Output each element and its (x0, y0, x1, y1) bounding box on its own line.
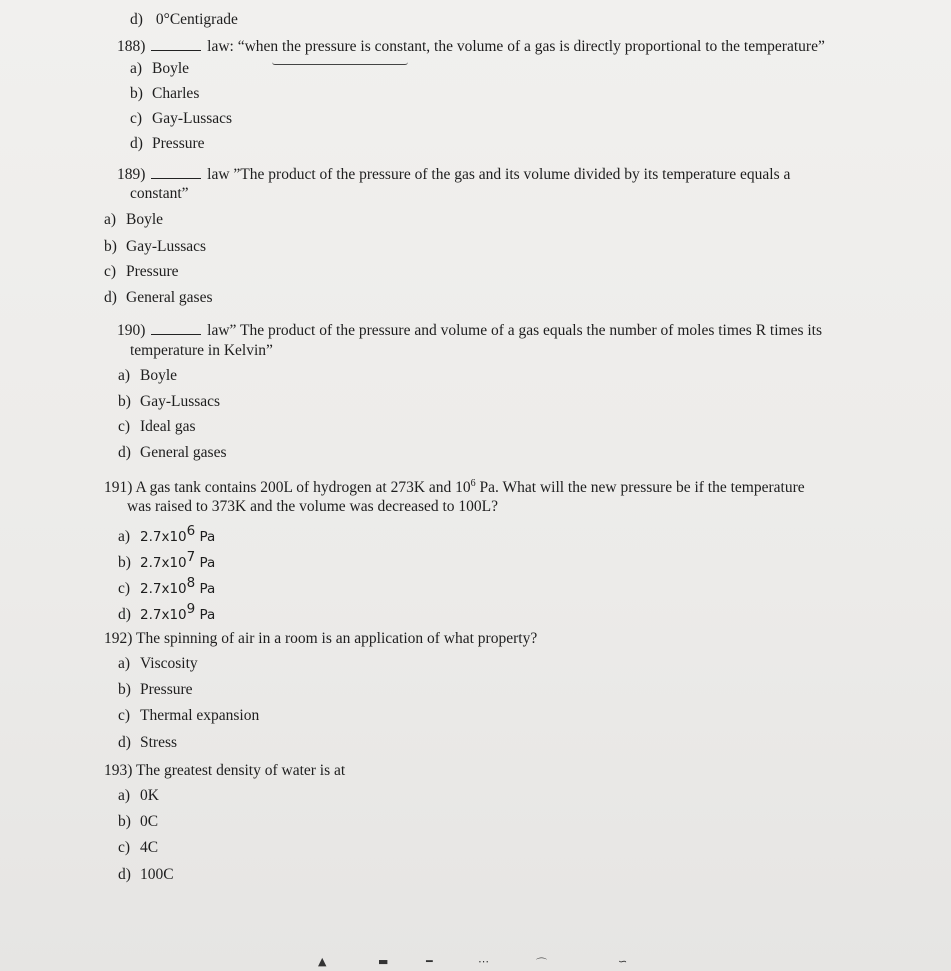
option-line (130, 59, 189, 79)
answer-blank (151, 164, 201, 179)
question-number: 190) (117, 322, 146, 339)
question-190 (117, 320, 822, 341)
option-label: a) (118, 367, 131, 384)
option-line (118, 547, 215, 573)
option-line (118, 417, 196, 437)
option-line (118, 599, 215, 625)
option-line (118, 573, 215, 599)
option-line (118, 865, 174, 885)
question-number: 189) (117, 166, 146, 183)
option-label: b) (104, 238, 117, 255)
option-text: 4C (140, 839, 159, 856)
option-line (118, 521, 215, 547)
option-line (130, 10, 238, 30)
option-label: c) (118, 839, 131, 856)
wave-icon[interactable]: ∽ (618, 955, 628, 968)
option-text: Gay-Lussacs (126, 238, 207, 255)
option-text: Pressure (152, 135, 205, 152)
option-label: a) (118, 528, 131, 545)
question-text-continued: temperature in Kelvin” (130, 342, 273, 359)
option-line (118, 733, 177, 753)
option-label: d) (130, 135, 143, 152)
answer-blank (151, 36, 201, 51)
option-text: Charles (152, 85, 200, 102)
option-label: d) (118, 734, 131, 751)
option-base: 2.7x10 (140, 581, 187, 597)
question-number: 188) (117, 38, 146, 55)
bottom-toolbar (290, 955, 670, 971)
question-text-part: A gas tank contains 200L of hydrogen at 273K and 10 (135, 479, 471, 496)
option-label: d) (118, 606, 131, 623)
option-unit: Pa (195, 607, 216, 623)
option-text: 0C (140, 813, 159, 830)
option-label: d) (130, 11, 143, 28)
dots-icon[interactable]: ⋯ (478, 955, 489, 968)
question-193 (104, 761, 345, 781)
pen-underline-mark (272, 62, 408, 65)
option-text: Boyle (140, 367, 178, 384)
option-line (118, 443, 227, 463)
question-text: The greatest density of water is at (136, 762, 346, 779)
option-text: General gases (140, 444, 227, 461)
option-label: c) (104, 263, 117, 280)
option-text: Pressure (140, 681, 193, 698)
option-label: d) (118, 866, 131, 883)
option-line (130, 84, 199, 104)
option-base: 2.7x10 (140, 529, 187, 545)
exponent: 8 (186, 575, 196, 591)
option-label: a) (118, 787, 131, 804)
option-line (118, 392, 220, 412)
question-text: law ”The product of the pressure of the gas and its volume divided by its temperature equals a (207, 166, 791, 183)
option-text: Gay-Lussacs (152, 110, 233, 127)
option-label: b) (118, 813, 131, 830)
option-line (118, 812, 158, 832)
arc-icon[interactable]: ⌒ (536, 957, 547, 970)
option-text: Boyle (152, 60, 190, 77)
option-label: c) (118, 418, 131, 435)
question-text: law: “when the pressure is constant, the volume of a gas is directly proportional to the temperature” (207, 38, 825, 55)
option-text: Boyle (126, 211, 164, 228)
exponent: 6 (186, 523, 196, 539)
option-label: a) (130, 60, 143, 77)
option-text: General gases (126, 289, 213, 306)
option-text: Gay-Lussacs (140, 393, 221, 410)
option-label: b) (130, 85, 143, 102)
option-unit: Pa (195, 529, 216, 545)
question-text-continued: was raised to 373K and the volume was decreased to 100L? (127, 498, 499, 515)
option-line (104, 237, 206, 257)
option-text: Ideal gas (140, 418, 196, 435)
answer-blank (151, 320, 201, 335)
option-line (118, 654, 198, 674)
option-label: b) (118, 681, 131, 698)
option-text: 100C (140, 866, 174, 883)
question-number: 193) (104, 762, 133, 779)
caret-up-icon[interactable]: ▲ (318, 955, 327, 968)
option-base: 2.7x10 (140, 555, 187, 571)
option-label: c) (130, 110, 143, 127)
option-unit: Pa (195, 555, 216, 571)
option-label: c) (118, 580, 131, 597)
minus-icon[interactable]: ▬ (378, 955, 389, 968)
dash-icon[interactable]: ━ (426, 955, 433, 968)
option-line (118, 786, 159, 806)
option-line (104, 262, 179, 282)
exponent: 6 (470, 478, 476, 489)
question-text: law” The product of the pressure and volume of a gas equals the number of moles times R times its (207, 322, 823, 339)
option-base: 2.7x10 (140, 607, 187, 623)
option-label: d) (118, 444, 131, 461)
option-text: 0K (140, 787, 159, 804)
exponent: 7 (186, 549, 196, 565)
option-label: b) (118, 554, 131, 571)
option-text: Thermal expansion (140, 707, 260, 724)
option-text: Viscosity (140, 655, 198, 672)
question-191 (104, 474, 805, 498)
option-label: b) (118, 393, 131, 410)
option-line (130, 109, 232, 129)
question-number: 191) (104, 479, 133, 496)
option-text: 0°Centigrade (155, 11, 238, 28)
exponent: 9 (186, 601, 196, 617)
question-text: The spinning of air in a room is an application of what property? (136, 630, 538, 647)
option-text: Pressure (126, 263, 179, 280)
option-line (104, 210, 163, 230)
option-unit: Pa (195, 581, 216, 597)
question-number: 192) (104, 630, 133, 647)
option-label: c) (118, 707, 131, 724)
question-188 (117, 36, 825, 57)
option-label: a) (104, 211, 117, 228)
question-text-part: Pa. What will the new pressure be if the temperature (475, 479, 805, 496)
option-line (130, 134, 205, 154)
option-text: Stress (140, 734, 178, 751)
option-label: a) (118, 655, 131, 672)
question-text-continued: constant” (130, 185, 189, 202)
option-line (118, 680, 193, 700)
option-line (104, 288, 213, 308)
question-192 (104, 629, 537, 649)
option-line (118, 366, 177, 386)
option-line (118, 706, 259, 726)
question-189 (117, 164, 790, 185)
option-label: d) (104, 289, 117, 306)
option-line (118, 838, 158, 858)
